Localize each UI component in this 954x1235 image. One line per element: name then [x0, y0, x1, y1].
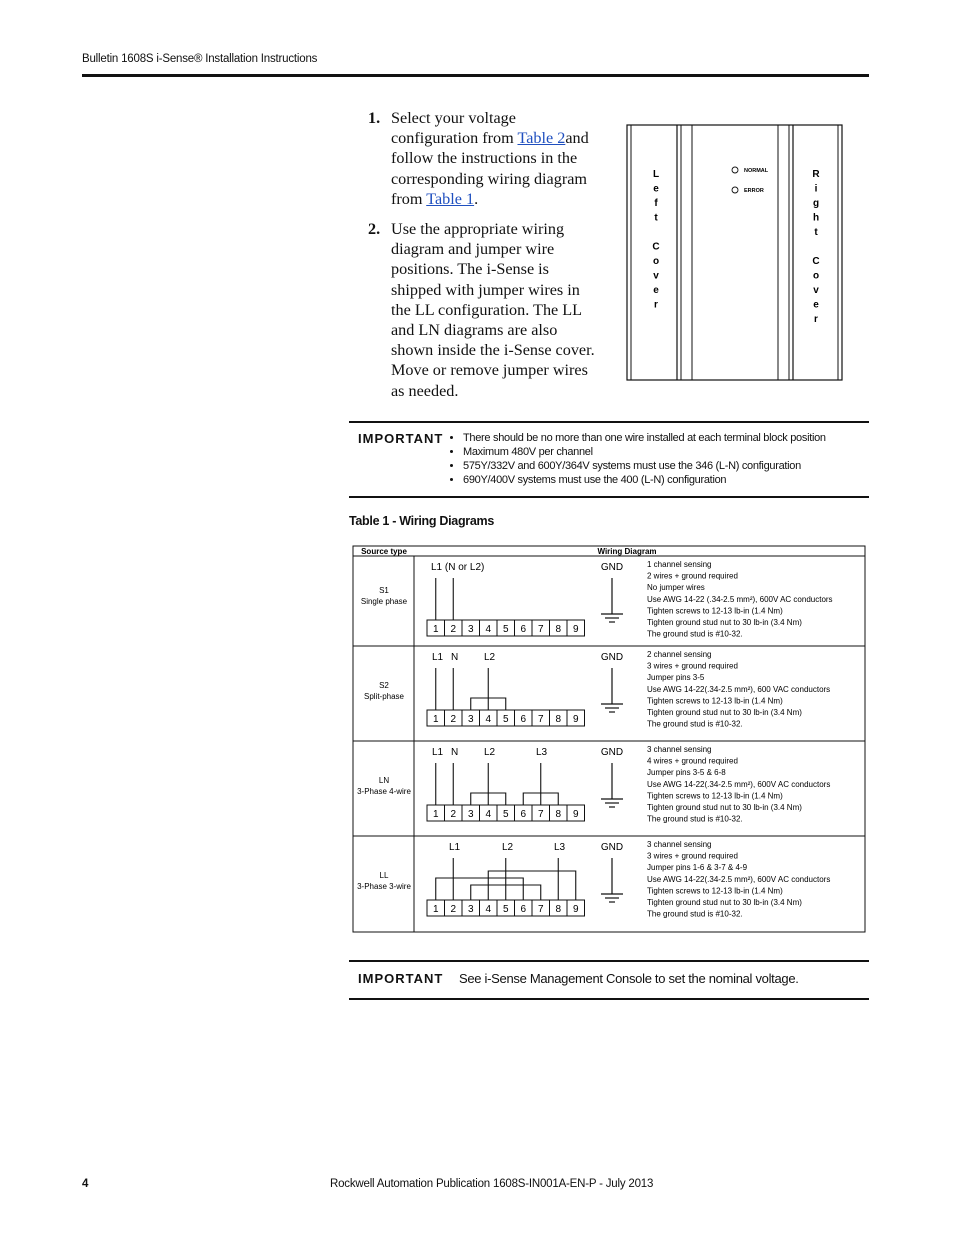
source-type-code: S2 — [379, 681, 389, 690]
step-number: 1. — [368, 109, 381, 127]
wiring-notes: 3 channel sensing 3 wires + ground required Jumper pins 1-6 & 3-7 & 4-9 Use AWG 14-22(.34-2.5 mm²), 600V AC conductors Tighten screws to 12-13 lb-in (1.4 Nm) Tighten ground stud nut to 30 lb-in (3.4 Nm) The ground stud is #10-32. — [647, 840, 831, 919]
ground-icon — [601, 763, 623, 807]
terminal-number: 7 — [537, 714, 544, 725]
terminal-number: 5 — [502, 904, 509, 915]
column-header-wiring-diagram: Wiring Diagram — [597, 547, 657, 556]
table-title: Table 1 - Wiring Diagrams — [349, 514, 494, 528]
terminal-number: 5 — [502, 714, 509, 725]
line-label: L2 — [484, 747, 496, 758]
terminal-block — [427, 710, 585, 726]
terminal-number: 7 — [537, 809, 544, 820]
gnd-label: GND — [600, 562, 624, 573]
ground-icon — [601, 858, 623, 902]
error-led-icon — [732, 187, 738, 193]
important-notice-2 — [349, 960, 869, 1000]
source-type-code: LL — [379, 871, 389, 880]
terminal-number: 3 — [467, 624, 474, 635]
terminal-number: 5 — [502, 624, 509, 635]
terminal-number: 6 — [520, 904, 527, 915]
important-label: IMPORTANT — [358, 431, 444, 446]
line-label: L2 — [502, 842, 514, 853]
device-front-diagram — [626, 124, 843, 381]
terminal-number: 6 — [520, 714, 527, 725]
source-type-name: 3-Phase 4-wire — [357, 787, 411, 796]
line-label: L3 — [554, 842, 566, 853]
wiring-notes: 2 channel sensing 3 wires + ground required Jumper pins 3-5 Use AWG 14-22(.34-2.5 mm²), 600 VAC conductors Tighten screws to 12-13 lb-in (1.4 Nm) Tighten ground stud nut to 30 lb-in (3.4 Nm) The ground stud is #10-32. — [647, 650, 831, 729]
terminal-number: 4 — [485, 904, 492, 915]
line-label: L3 — [536, 747, 548, 758]
terminal-number: 3 — [467, 809, 474, 820]
terminal-number: 3 — [467, 714, 474, 725]
source-type-name: Single phase — [360, 597, 408, 606]
terminal-number: 7 — [537, 624, 544, 635]
wiring-row — [357, 840, 830, 919]
publication-footer: Rockwell Automation Publication 1608S-IN001A-EN-P - July 2013 — [330, 1178, 654, 1190]
important-label: IMPORTANT — [358, 971, 444, 986]
terminal-number: 1 — [432, 624, 439, 635]
terminal-number: 6 — [520, 809, 527, 820]
terminal-number: 9 — [572, 809, 579, 820]
important-text: See i-Sense Management Console to set the nominal voltage. — [459, 971, 799, 986]
terminal-number: 8 — [555, 714, 562, 725]
terminal-block — [427, 805, 585, 821]
wiring-row — [364, 650, 830, 729]
terminal-number: 3 — [467, 904, 474, 915]
line-label: L1 — [449, 842, 461, 853]
terminal-number: 8 — [555, 624, 562, 635]
gnd-label: GND — [600, 652, 624, 663]
terminal-number: 4 — [485, 624, 492, 635]
line-label: L1 — [432, 747, 444, 758]
error-led-label: ERROR — [744, 188, 764, 194]
wiring-notes: 3 channel sensing 4 wires + ground required Jumper pins 3-5 & 6-8 Use AWG 14-22(.34-2.5 mm²), 600V AC conductors Tighten screws to 12-13 lb-in (1.4 Nm) Tighten ground stud nut to 30 lb-in (3.4 Nm) The ground stud is #10-32. — [647, 745, 831, 824]
terminal-number: 2 — [450, 714, 457, 725]
step-1 — [368, 108, 598, 209]
terminal-number: 8 — [555, 809, 562, 820]
important-item: • There should be no more than one wire installed at each terminal block position — [463, 431, 826, 445]
header-rule — [82, 74, 869, 77]
gnd-label: GND — [600, 842, 624, 853]
terminal-number: 9 — [572, 624, 579, 635]
source-type-code: LN — [378, 776, 390, 785]
left-cover-label: L e f t C o v e r — [652, 169, 660, 311]
wire-lines — [436, 578, 454, 620]
important-item: • 575Y/332V and 600Y/364V systems must use the 346 (L-N) configuration — [463, 459, 826, 473]
step-text: Select your voltage configuration from — [391, 109, 518, 148]
terminal-block — [427, 620, 585, 636]
wiring-diagram-table — [352, 545, 866, 933]
terminal-number: 4 — [485, 714, 492, 725]
ground-icon — [601, 578, 623, 622]
step-text: and follow the instructions in the corresponding wiring diagram from — [391, 129, 589, 208]
wiring-row — [361, 560, 833, 639]
normal-led-icon — [732, 167, 738, 173]
step-number: 2. — [368, 220, 381, 239]
step-text: . — [474, 189, 479, 208]
wire-lines — [436, 668, 506, 710]
right-cover-label: R i g h t C o v e r — [812, 169, 820, 325]
line-label: L1 (N or L2) — [431, 562, 485, 573]
normal-led-label: NORMAL — [744, 168, 769, 174]
source-type-name: Split-phase — [363, 692, 405, 701]
terminal-number: 4 — [485, 809, 492, 820]
gnd-label: GND — [600, 747, 624, 758]
important-item: • Maximum 480V per channel — [463, 445, 826, 459]
source-type-name: 3-Phase 3-wire — [357, 882, 411, 891]
line-label: N — [451, 652, 459, 663]
important-notice-1 — [349, 421, 869, 498]
terminal-number: 6 — [520, 624, 527, 635]
ground-icon — [601, 668, 623, 712]
wiring-notes: 1 channel sensing 2 wires + ground required No jumper wires Use AWG 14-22 (.34-2.5 mm²), 600V AC conductors Tighten screws to 12-13 lb-in (1.4 Nm) Tighten ground stud nut to 30 lb-in (3.4 Nm) The ground stud is #10-32. — [647, 560, 833, 639]
wire-lines — [436, 858, 576, 900]
running-header: Bulletin 1608S i-Sense® Installation Instructions — [82, 53, 318, 65]
important-list — [443, 431, 826, 487]
terminal-number: 1 — [432, 809, 439, 820]
table-1-link[interactable]: Table 1 — [426, 189, 475, 208]
source-type-code: S1 — [379, 586, 389, 595]
column-header-source-type: Source type — [361, 547, 407, 556]
important-item: • 690Y/400V systems must use the 400 (L-N) configuration — [463, 473, 826, 487]
wire-lines — [436, 763, 559, 805]
wiring-row — [357, 745, 830, 824]
line-label: L1 — [432, 652, 444, 663]
instruction-steps — [368, 108, 598, 411]
page-number: 4 — [82, 1178, 89, 1190]
terminal-number: 1 — [432, 904, 439, 915]
terminal-number: 8 — [555, 904, 562, 915]
step-text: Use the appropriate wiring diagram and jumper wire positions. The i-Sense is shipped with jumper wires in the LL configuration. The LL and LN diagrams are also shown inside the i-Sense cover. Move or remove jumper wires as needed. — [391, 220, 595, 400]
terminal-number: 9 — [572, 714, 579, 725]
wiring-rows — [357, 560, 832, 919]
terminal-number: 5 — [502, 809, 509, 820]
terminal-block — [427, 900, 585, 916]
terminal-number: 2 — [450, 904, 457, 915]
line-label: N — [451, 747, 459, 758]
table-2-link[interactable]: Table 2 — [517, 129, 566, 148]
terminal-number: 7 — [537, 904, 544, 915]
terminal-number: 2 — [450, 624, 457, 635]
terminal-number: 2 — [450, 809, 457, 820]
step-2 — [368, 219, 598, 401]
terminal-number: 1 — [432, 714, 439, 725]
line-label: L2 — [484, 652, 496, 663]
terminal-number: 9 — [572, 904, 579, 915]
